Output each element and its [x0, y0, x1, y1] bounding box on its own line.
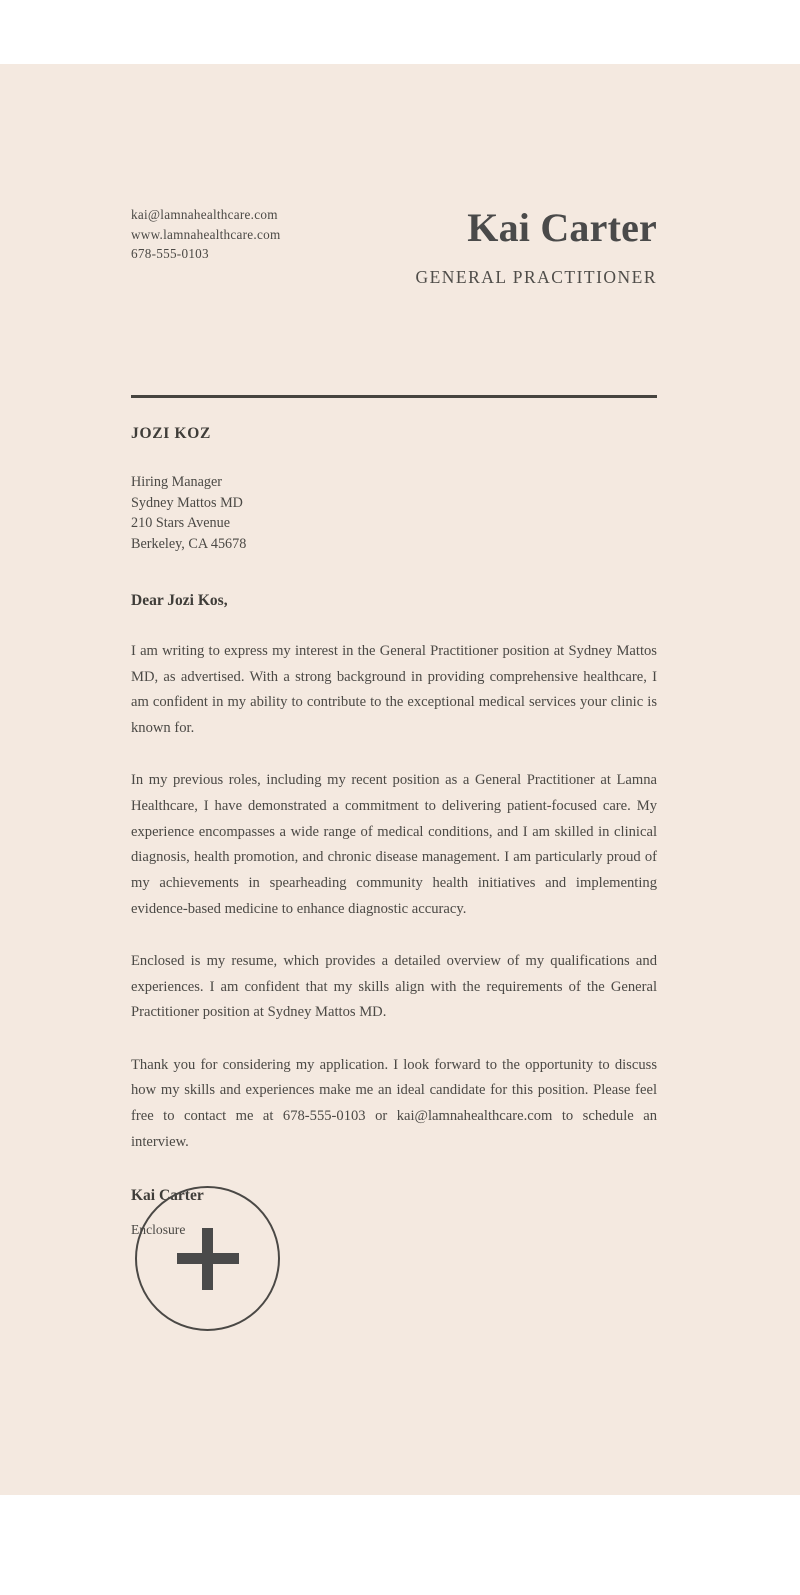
recipient-company: JOZI KOZ [131, 425, 212, 442]
letter-paragraph: I am writing to express my interest in the General Practitioner position at Sydney Mattos MD, as advertised. With a strong background in providing comprehensive healthcare, I am confident in my ability to contribute to the exceptional medical services your clinic is known for. [131, 643, 657, 737]
salutation: Dear Jozi Kos, [131, 592, 228, 609]
header-divider [131, 395, 657, 398]
contact-email[interactable]: kai@lamnahealthcare.com [131, 207, 278, 222]
letter-paragraph: Thank you for considering my application. I look forward to the opportunity to discuss how my skills and experiences make me an ideal candidate for this position. Please feel free to contact me at 678-555-0103 or kai@lamnahealthcare.com to schedule an interview. [131, 1056, 657, 1150]
letter-page [0, 64, 800, 1495]
letter-paragraph: In my previous roles, including my recent position as a General Practitioner at Lamna Healthcare, I have demonstrated a commitment to delivering patient-focused care. My experience encompasses a wide range of medical conditions, and I am skilled in clinical diagnosis, health promotion, and chronic disease management. I am particularly proud of my achievements in spearheading community health initiatives and implementing evidence-based medicine to enhance diagnostic accuracy. [131, 772, 657, 917]
address-line: Berkeley, CA 45678 [131, 535, 247, 552]
identity-block [415, 204, 657, 288]
applicant-name: Kai Carter [467, 205, 657, 250]
enclosure-note: Enclosure [131, 1222, 186, 1238]
applicant-role: GENERAL PRACTITIONER [415, 267, 657, 287]
header-section [131, 64, 657, 287]
recipient-address [131, 472, 657, 554]
contact-block [131, 205, 280, 264]
address-line: 210 Stars Avenue [131, 515, 231, 531]
letter-paragraph: Enclosed is my resume, which provides a detailed overview of my qualifications and experiences. I am confident that my skills align with the requirements of the General Practitioner position at Sydney Mattos MD. [131, 953, 657, 1021]
address-line: Sydney Mattos MD [131, 494, 243, 511]
letter-body [131, 424, 657, 1239]
add-photo-placeholder[interactable] [135, 1186, 280, 1331]
letterhead [131, 64, 657, 287]
contact-website[interactable]: www.lamnahealthcare.com [131, 226, 281, 242]
signature-name: Kai Carter [131, 1187, 204, 1205]
address-line: Hiring Manager [131, 474, 223, 490]
plus-icon [177, 1228, 239, 1290]
contact-phone[interactable]: 678-555-0103 [131, 246, 209, 261]
